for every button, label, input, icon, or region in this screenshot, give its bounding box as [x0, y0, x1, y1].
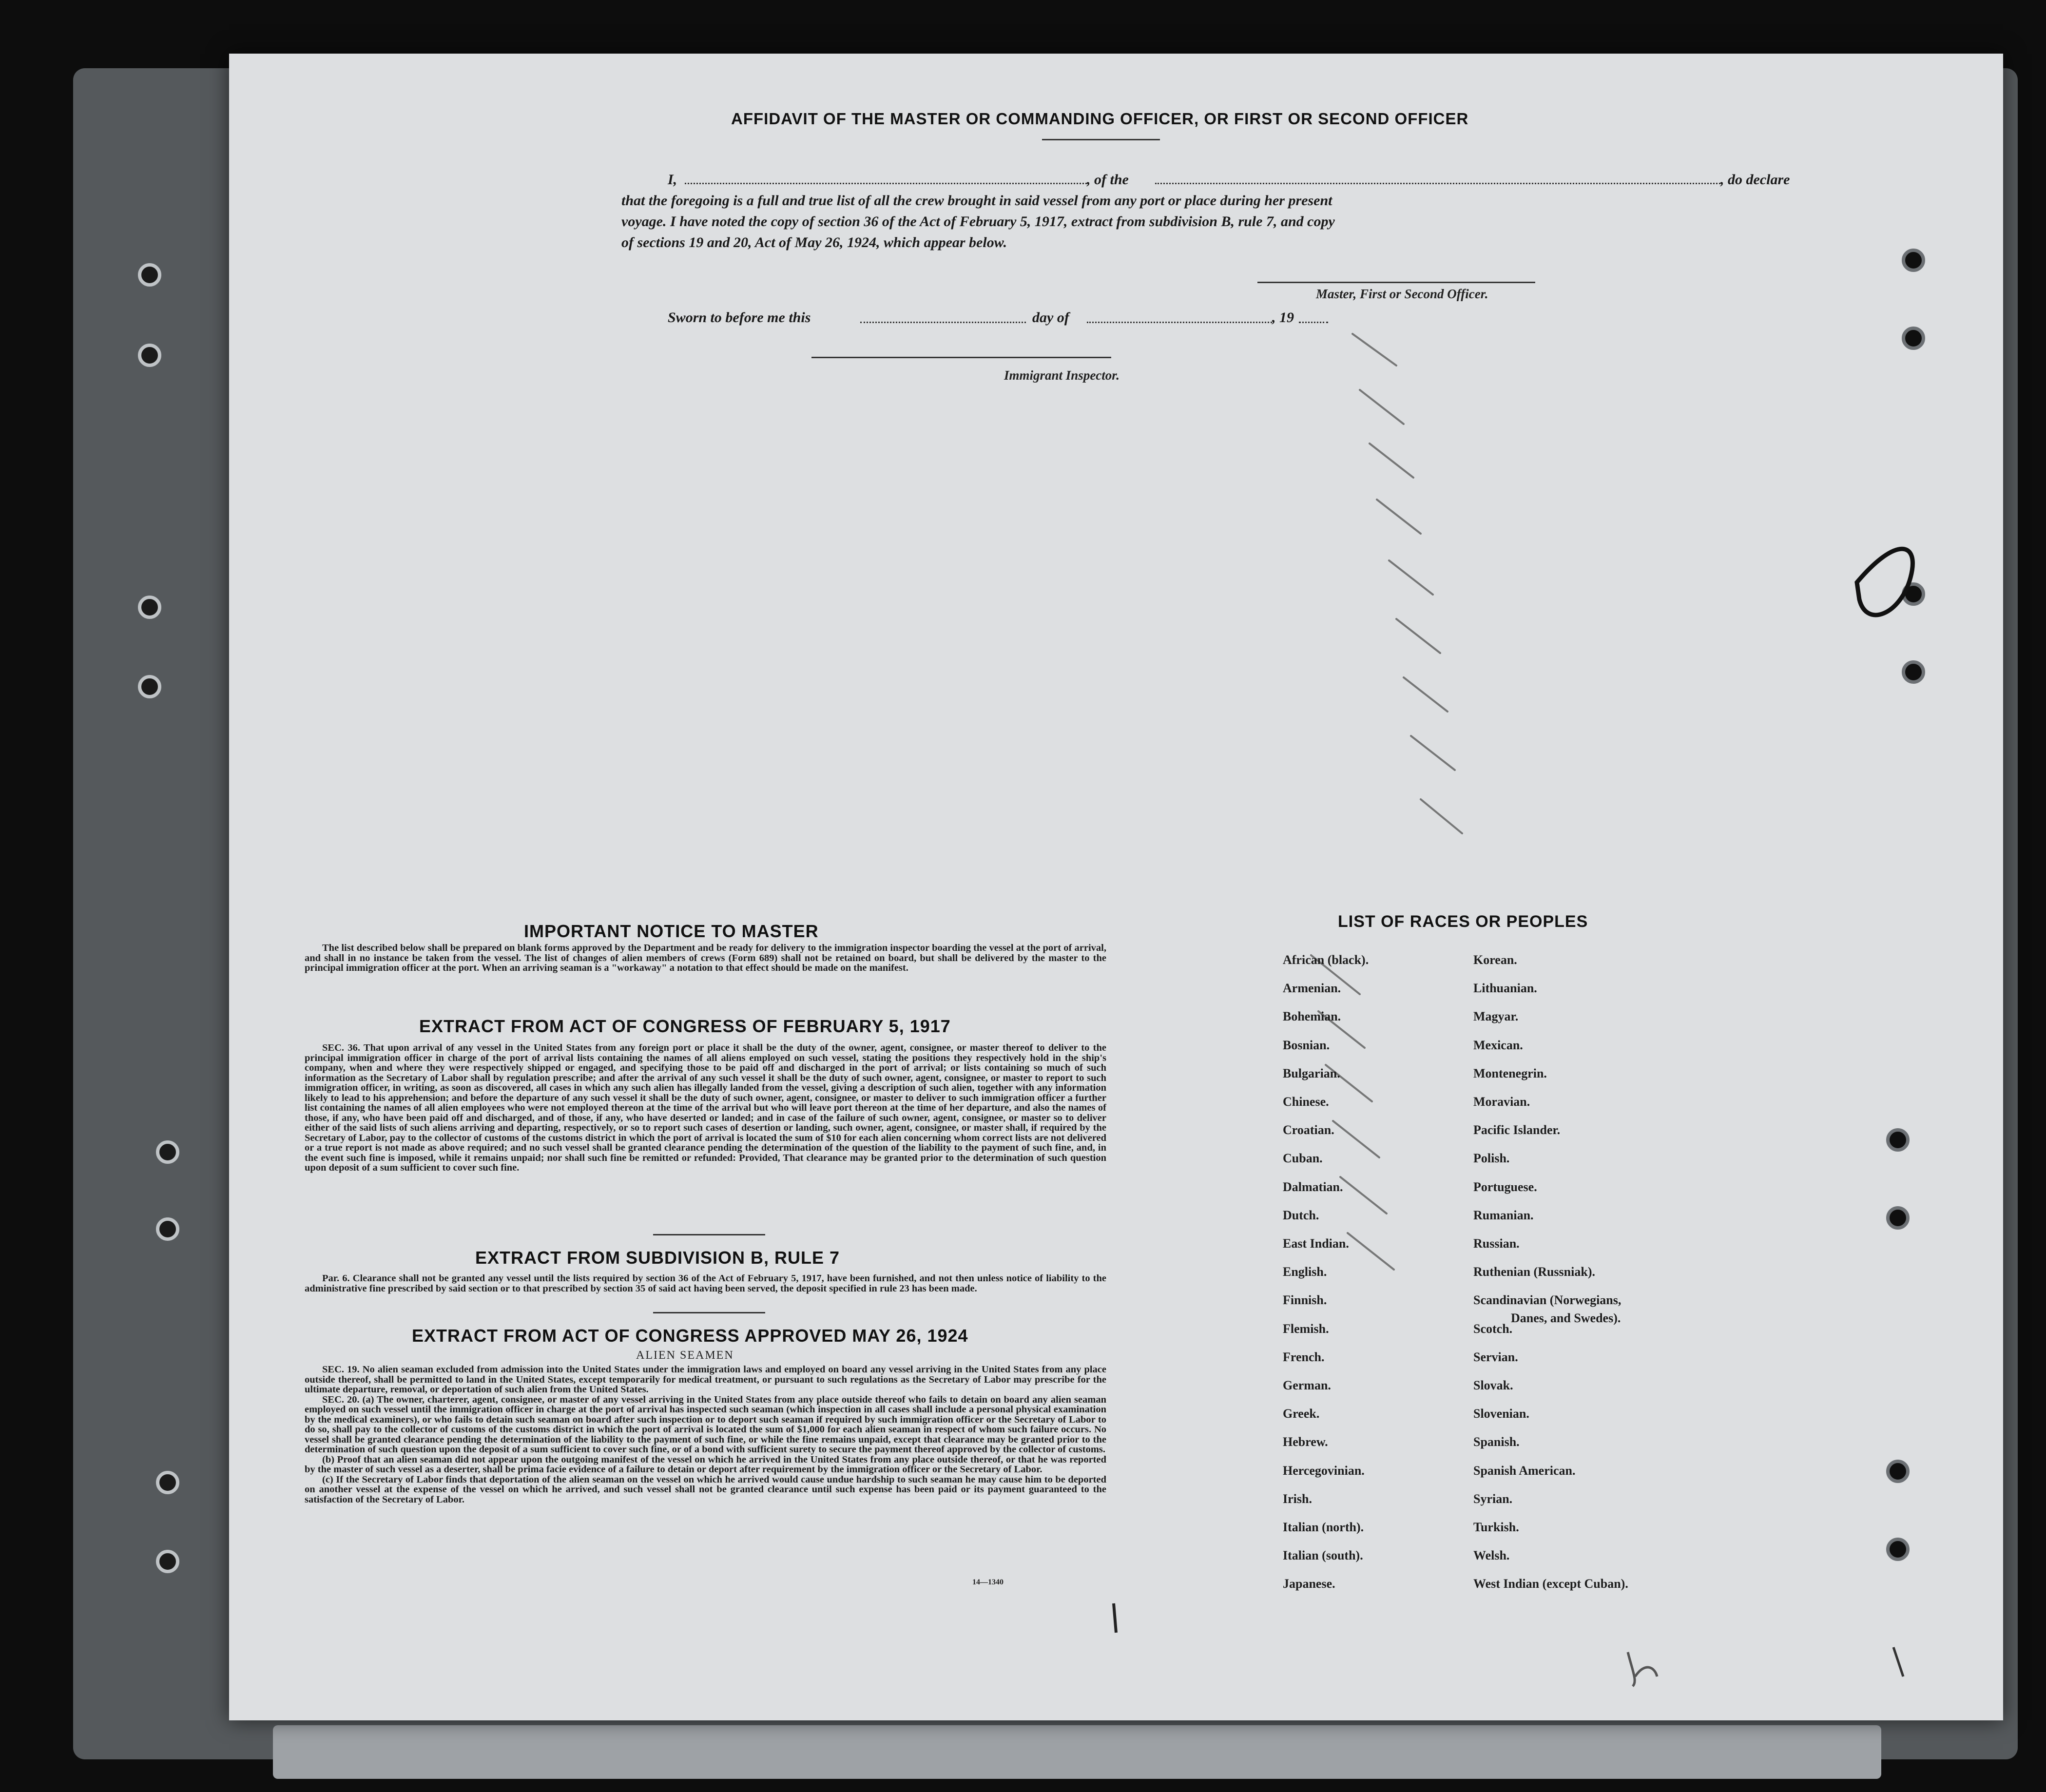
- subdivision-b-heading: EXTRACT FROM SUBDIVISION B, RULE 7: [475, 1248, 840, 1268]
- race-item: Bosnian.: [1283, 1038, 1330, 1052]
- notice-heading: IMPORTANT NOTICE TO MASTER: [524, 921, 819, 941]
- master-signature-label: Master, First or Second Officer.: [1316, 287, 1488, 301]
- affidavit-title: AFFIDAVIT OF THE MASTER OR COMMANDING OFFICER, OR FIRST OR SECOND OFFICER: [731, 110, 1469, 128]
- affidavit-i: I,: [668, 172, 677, 188]
- race-item: Slovak.: [1473, 1378, 1513, 1392]
- race-item: African (black).: [1283, 953, 1369, 967]
- race-item: Bohemian.: [1283, 1009, 1341, 1024]
- race-item: Dalmatian.: [1283, 1179, 1343, 1194]
- race-item: Scandinavian (Norwegians,: [1473, 1293, 1621, 1308]
- binder-hole: [138, 675, 161, 698]
- affidavit-line2: that the foregoing is a full and true list of all the crew brought in said vessel from any port or place during her present: [621, 193, 1332, 209]
- binder-hole: [156, 1140, 179, 1164]
- race-item: Bulgarian.: [1283, 1066, 1340, 1080]
- race-item: Croatian.: [1283, 1123, 1334, 1137]
- race-item: Ruthenian (Russniak).: [1473, 1265, 1595, 1279]
- race-item: Italian (south).: [1283, 1548, 1363, 1563]
- race-item: Japanese.: [1283, 1577, 1335, 1591]
- race-item: Hercegovinian.: [1283, 1463, 1365, 1478]
- notice-paragraph: The list described below shall be prepared on blank forms approved by the Department and be ready for delivery to the immigration inspector boarding the vessel at the port of arrival, and shall in no instance be taken from the vessel. The list of changes of alien members of crews (Form 689) shall not be retained on board, but shall be delivered by the master to the principal immigration officer at the port. When an arriving seaman is a "workaway" a notation to that effect should be made on the manifest.: [305, 943, 1106, 973]
- race-item: Magyar.: [1473, 1009, 1519, 1024]
- affidavit-line3: voyage. I have noted the copy of section 36 of the Act of February 5, 1917, extract from subdivision B, rule 7, and copy: [621, 213, 1335, 230]
- race-item: Lithuanian.: [1473, 981, 1537, 996]
- race-item: Spanish.: [1473, 1435, 1520, 1449]
- inspector-signature-label: Immigrant Inspector.: [1004, 368, 1120, 383]
- race-item: Syrian.: [1473, 1491, 1513, 1506]
- race-item: Welsh.: [1473, 1548, 1510, 1563]
- race-item: French.: [1283, 1349, 1325, 1364]
- underlying-sheet-edge: [273, 1725, 1881, 1779]
- handwritten-strike-marks: [229, 54, 2003, 1720]
- race-item: Flemish.: [1283, 1321, 1329, 1336]
- binder-hole: [156, 1217, 179, 1241]
- race-item: Russian.: [1473, 1236, 1520, 1251]
- race-item: Chinese.: [1283, 1095, 1329, 1109]
- race-item: West Indian (except Cuban).: [1473, 1577, 1628, 1591]
- race-item: Portuguese.: [1473, 1179, 1537, 1194]
- affidavit-line4: of sections 19 and 20, Act of May 26, 1924, which appear below.: [621, 234, 1007, 250]
- race-item: Armenian.: [1283, 981, 1341, 996]
- binder-hole: [138, 344, 161, 367]
- race-item: Pacific Islander.: [1473, 1123, 1561, 1137]
- extract-1924-heading: EXTRACT FROM ACT OF CONGRESS APPROVED MAY 26, 1924: [412, 1326, 968, 1346]
- race-item: Turkish.: [1473, 1520, 1519, 1534]
- race-item: Polish.: [1473, 1151, 1510, 1166]
- binder-hole: [156, 1550, 179, 1573]
- manifest-page: [229, 54, 2003, 1720]
- race-item: Moravian.: [1473, 1095, 1530, 1109]
- race-item: English.: [1283, 1265, 1327, 1279]
- race-item: Montenegrin.: [1473, 1066, 1547, 1080]
- race-item: German.: [1283, 1378, 1331, 1392]
- race-item: Cuban.: [1283, 1151, 1323, 1166]
- section-19-paragraph: SEC. 19. No alien seaman excluded from admission into the United States under the immigration laws and employed on board any vessel arriving in the United States from any place outside thereof, shall be permitted to land in the United States, except temporarily for medical treatment, or pursuant to such regulations as the Secretary of Labor may prescribe for the ultimate departure, removal, or deportation of such alien from the United States.: [305, 1364, 1106, 1395]
- year-text: , 19: [1272, 309, 1294, 326]
- race-item: Korean.: [1473, 953, 1517, 967]
- binder-hole: [138, 263, 161, 287]
- race-item-continuation: Danes, and Swedes).: [1511, 1311, 1621, 1325]
- binder-hole: [156, 1471, 179, 1494]
- section-20b-paragraph: (b) Proof that an alien seaman did not appear upon the outgoing manifest of the vessel on which he arrived in the United States from any place outside thereof, or that he was reported by the master of such vessel as a deserter, shall be prima facie evidence of a failure to detain or deport after requirement by the immigration officer or the Secretary of Labor.: [305, 1454, 1106, 1475]
- race-item: Greek.: [1283, 1407, 1320, 1421]
- race-item: East Indian.: [1283, 1236, 1349, 1251]
- day-of-text: day of: [1032, 309, 1069, 326]
- affidavit-of-the: , of the: [1087, 172, 1129, 188]
- race-item: Finnish.: [1283, 1293, 1327, 1308]
- race-item: Dutch.: [1283, 1208, 1319, 1222]
- form-number: 14—1340: [972, 1578, 1004, 1586]
- binder-hole: [138, 596, 161, 619]
- race-item: Mexican.: [1473, 1038, 1523, 1052]
- race-item: Italian (north).: [1283, 1520, 1364, 1534]
- section-20a-paragraph: SEC. 20. (a) The owner, charterer, agent, consignee, or master of any vessel arriving in the United States from any place outside thereof who fails to detain on board any alien seaman employed on such vessel until the immigration officer in charge at the port of arrival has inspected such seaman (which inspection in all cases shall include a personal physical examination by the medical examiners), or who fails to detain such seaman on board after such inspection or to deport such seaman if required by such immigration officer or the Secretary of Labor to do so, shall pay to the collector of customs of the customs district in which the port of arrival is located the sum of $1,000 for each alien seaman in respect of whom such failure occurs. No vessel shall be granted clearance pending the determination of the liability to the payment of such fine, or while the fine remains unpaid, except that clearance may be granted prior to the determination of such question upon the deposit of a sum sufficient to cover such fine, or of a bond with sufficient surety to secure the payment thereof approved by the collector of customs.: [305, 1394, 1106, 1455]
- sworn-text: Sworn to before me this: [668, 309, 811, 326]
- extract-1917-heading: EXTRACT FROM ACT OF CONGRESS OF FEBRUARY 5, 1917: [419, 1016, 951, 1036]
- section-20c-paragraph: (c) If the Secretary of Labor finds that deportation of the alien seaman on the vessel on which he arrived would cause undue hardship to such seaman he may cause him to be deported on another vessel at the expense of the vessel on which he arrived, and such vessel shall not be granted clearance until such expense has been paid or its payment guaranteed to the satisfaction of the Secretary of Labor.: [305, 1474, 1106, 1505]
- races-heading: LIST OF RACES OR PEOPLES: [1338, 912, 1588, 931]
- race-item: Irish.: [1283, 1491, 1312, 1506]
- race-item: Hebrew.: [1283, 1435, 1328, 1449]
- race-item: Rumanian.: [1473, 1208, 1534, 1222]
- race-item: Scotch.: [1473, 1321, 1513, 1336]
- race-item: Servian.: [1473, 1349, 1518, 1364]
- affidavit-declare: , do declare: [1720, 172, 1790, 188]
- rule-7-paragraph: Par. 6. Clearance shall not be granted any vessel until the lists required by section 36 of the Act of February 5, 1917, have been furnished, and not then unless notice of liability to the administrative fine prescribed by said section or to that prescribed by section 35 of said act having been served, the deposit specified in rule 23 has been made.: [305, 1273, 1106, 1294]
- race-item: Slovenian.: [1473, 1407, 1529, 1421]
- race-item: Spanish American.: [1473, 1463, 1576, 1478]
- alien-seamen-subheading: ALIEN SEAMEN: [636, 1349, 734, 1362]
- section-36-paragraph: SEC. 36. That upon arrival of any vessel in the United States from any foreign port or place it shall be the duty of the owner, agent, consignee, or master thereof to deliver to the principal immigration officer in charge of the port of arrival lists containing the names of all aliens employed on such vessel, stating the positions they respectively hold in the ship's company, when and where they were respectively shipped or engaged, and specifying those to be paid off and discharged in the port of arrival; or lists containing so much of such information as the Secretary of Labor shall by regulation prescribe; and after the arrival of any such vessel it shall be the duty of such owner, agent, consignee, or master to report to such immigration officer, in writing, as soon as discovered, all cases in which any such alien has illegally landed from the vessel, giving a description of such alien, together with any information likely to lead to his apprehension; and before the departure of any such vessel it shall be the duty of such owner, agent, consignee, or master to deliver to such immigration officer a further list containing the names of all alien employees who were not employed thereon at the time of the arrival but who will leave port thereon at the time of her departure, and also the names of those, if any, who have been paid off and discharged, and of those, if any, who have deserted or landed; and in case of the failure of such owner, agent, consignee, or master so to deliver either of the said lists of such aliens arriving and departing, respectively, or so to report such cases of desertion or landing, such owner, agent, consignee, or master shall, if required by the Secretary of Labor, pay to the collector of customs of the customs district in which the port of arrival is located the sum of $10 for each alien concerning whom correct lists are not delivered or a true report is not made as above required; and no such vessel shall be granted clearance pending the determination of the question of the liability to the payment of such fine, and, in the event such fine is imposed, while it remains unpaid; nor shall such fine be remitted or refunded: Provided, That clearance may be granted prior to the determination of such question upon deposit of a sum sufficient to cover such fine.: [305, 1042, 1106, 1173]
